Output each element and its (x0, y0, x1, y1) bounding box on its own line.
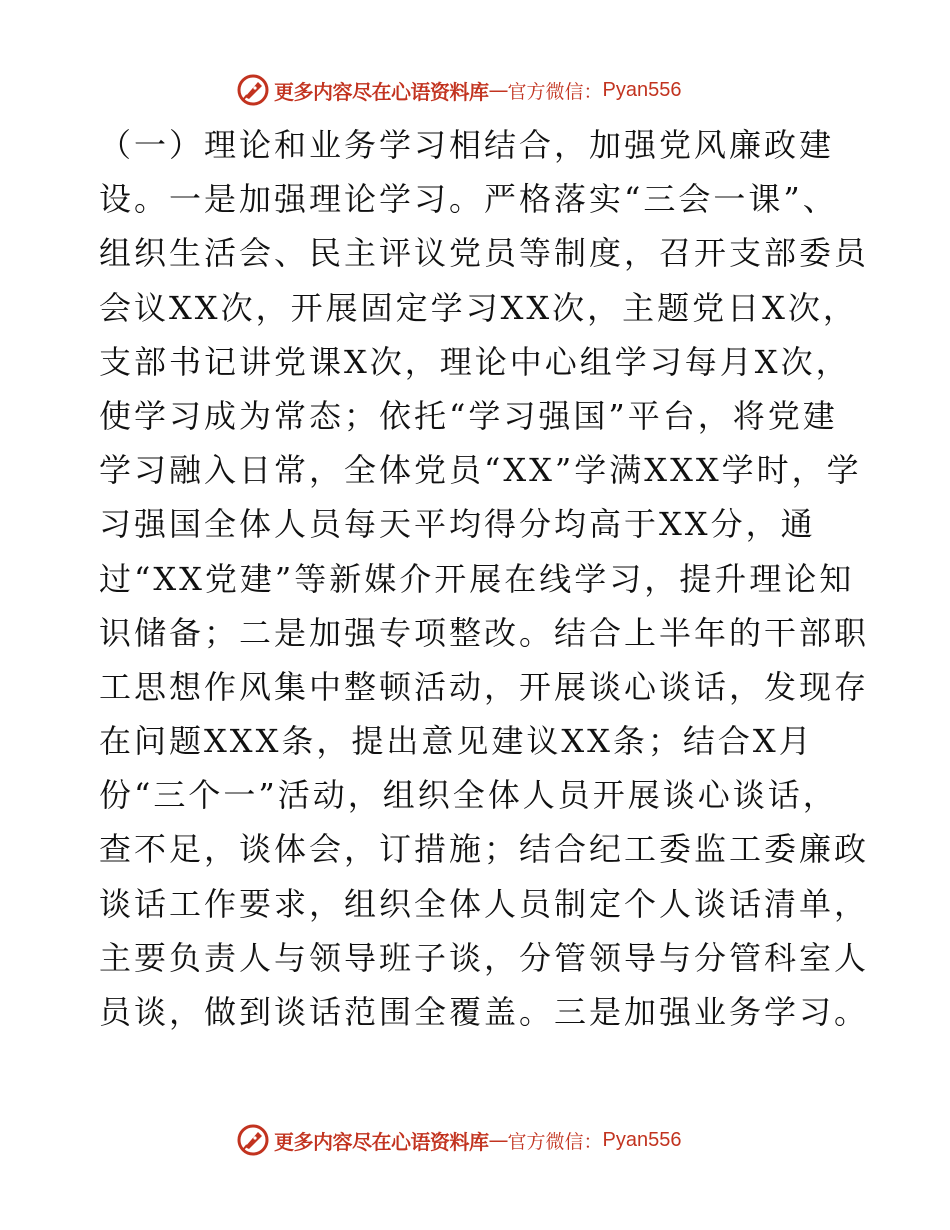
body-line: 学习融入日常，全体党员“XX”学满XXX学时，学 (99, 451, 862, 490)
footer-watermark-banner (0, 1122, 950, 1158)
body-line: 主要负责人与领导班子谈，分管领导与分管科室人 (99, 938, 870, 977)
pen-nib-logo-icon (236, 1123, 270, 1157)
body-line: 使学习成为常态；依托“学习强国”平台，将党建 (99, 396, 838, 435)
banner-wechat-label: 官方微信： (507, 80, 603, 103)
banner-wechat-label: 官方微信： (507, 1130, 603, 1153)
body-line: 过“XX党建”等新媒介开展在线学习，提升理论知 (99, 559, 855, 598)
body-line: 支部书记讲党课X次，理论中心组学习每月X次， (99, 342, 851, 381)
banner-dash: — (488, 78, 508, 102)
body-line: （一）理论和业务学习相结合，加强党风廉政建 (99, 126, 835, 164)
body-line: 识储备；二是加强专项整改。结合上半年的干部职 (99, 613, 870, 652)
body-line: 在问题XXX条，提出意见建议XX条；结合X月 (99, 722, 814, 761)
pen-nib-logo-icon (236, 73, 270, 107)
banner-dash: — (488, 1128, 508, 1152)
header-watermark-banner (0, 72, 950, 108)
banner-wechat-id: Pyan556 (602, 78, 682, 101)
body-line: 查不足，谈体会，订措施；结合纪工委监工委廉政 (99, 830, 870, 869)
body-line: 谈话工作要求，组织全体人员制定个人谈话清单， (99, 884, 870, 923)
banner-wechat-id: Pyan556 (602, 1128, 682, 1151)
document-body (99, 118, 870, 1039)
body-line: 设。一是加强理论学习。严格落实“三会一课”、 (99, 180, 838, 219)
body-line: 份“三个一”活动，组织全体人员开展谈心谈话， (99, 776, 838, 815)
body-line: 员谈，做到谈话范围全覆盖。三是加强业务学习。 (99, 993, 870, 1031)
body-line: 组织生活会、民主评议党员等制度，召开支部委员 (99, 234, 870, 273)
banner-main-text: 更多内容尽在心语资料库 (274, 1129, 489, 1154)
body-line: 习强国全体人员每天平均得分均高于XX分，通 (99, 505, 816, 544)
banner-main-text: 更多内容尽在心语资料库 (274, 79, 489, 104)
body-line: 工思想作风集中整顿活动，开展谈心谈话，发现存 (99, 667, 870, 706)
body-line: 会议XX次，开展固定学习XX次，主题党日X次， (99, 288, 858, 327)
